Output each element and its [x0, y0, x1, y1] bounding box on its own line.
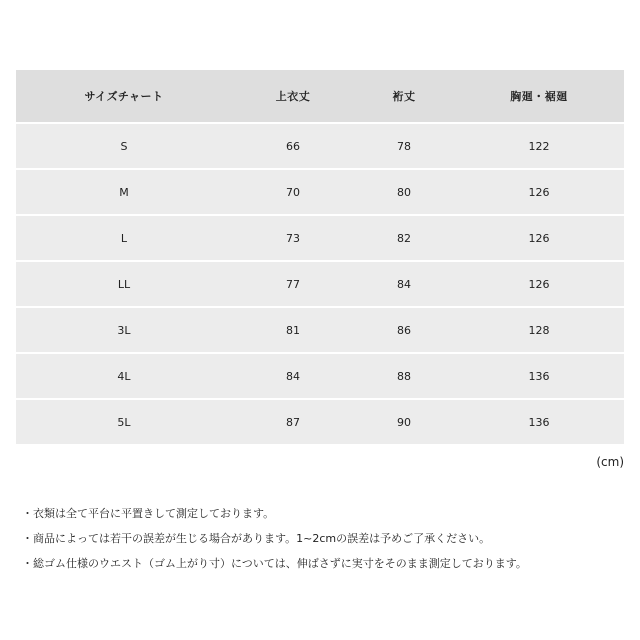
chest-hem-cell: 136 [454, 353, 624, 399]
sleeve-length-cell: 84 [354, 261, 454, 307]
body-length-cell: 66 [232, 123, 354, 169]
body-length-cell: 70 [232, 169, 354, 215]
chest-hem-cell: 126 [454, 215, 624, 261]
sleeve-length-cell: 80 [354, 169, 454, 215]
size-chart-table [16, 70, 624, 446]
unit-label: (cm) [596, 455, 624, 469]
size-cell: M [16, 169, 232, 215]
body-length-cell: 73 [232, 215, 354, 261]
header-body-length: 上衣丈 [232, 70, 354, 123]
size-cell: S [16, 123, 232, 169]
header-size-chart: サイズチャート [16, 70, 232, 123]
body-length-cell: 77 [232, 261, 354, 307]
size-cell: LL [16, 261, 232, 307]
chest-hem-cell: 126 [454, 261, 624, 307]
table-row [16, 123, 624, 169]
sleeve-length-cell: 86 [354, 307, 454, 353]
header-sleeve-length: 裄丈 [354, 70, 454, 123]
chest-hem-cell: 136 [454, 399, 624, 445]
table-row [16, 169, 624, 215]
table-row [16, 399, 624, 445]
sleeve-length-cell: 82 [354, 215, 454, 261]
table-row [16, 215, 624, 261]
body-length-cell: 84 [232, 353, 354, 399]
note-item: ・ 衣類は全て平台に平置きして測定しております。 [22, 501, 527, 526]
sleeve-length-cell: 90 [354, 399, 454, 445]
size-cell: 3L [16, 307, 232, 353]
header-row [16, 70, 624, 123]
table-row [16, 307, 624, 353]
chest-hem-cell: 128 [454, 307, 624, 353]
size-chart-header [16, 70, 624, 123]
chest-hem-cell: 122 [454, 123, 624, 169]
chest-hem-cell: 126 [454, 169, 624, 215]
size-cell: 4L [16, 353, 232, 399]
size-chart-body [16, 123, 624, 445]
size-cell: L [16, 215, 232, 261]
table-row [16, 353, 624, 399]
note-item: ・ 商品によっては若干の誤差が生じる場合があります。1~2cmの誤差は予めご了承ください。 [22, 526, 527, 551]
table-row [16, 261, 624, 307]
sleeve-length-cell: 78 [354, 123, 454, 169]
notes-list [22, 501, 527, 576]
note-item: ・ 総ゴム仕様のウエスト（ゴム上がり寸）については、伸ばさずに実寸をそのまま測定しております。 [22, 551, 527, 576]
header-chest-hem: 胸廻・裾廻 [454, 70, 624, 123]
sleeve-length-cell: 88 [354, 353, 454, 399]
body-length-cell: 81 [232, 307, 354, 353]
size-cell: 5L [16, 399, 232, 445]
body-length-cell: 87 [232, 399, 354, 445]
